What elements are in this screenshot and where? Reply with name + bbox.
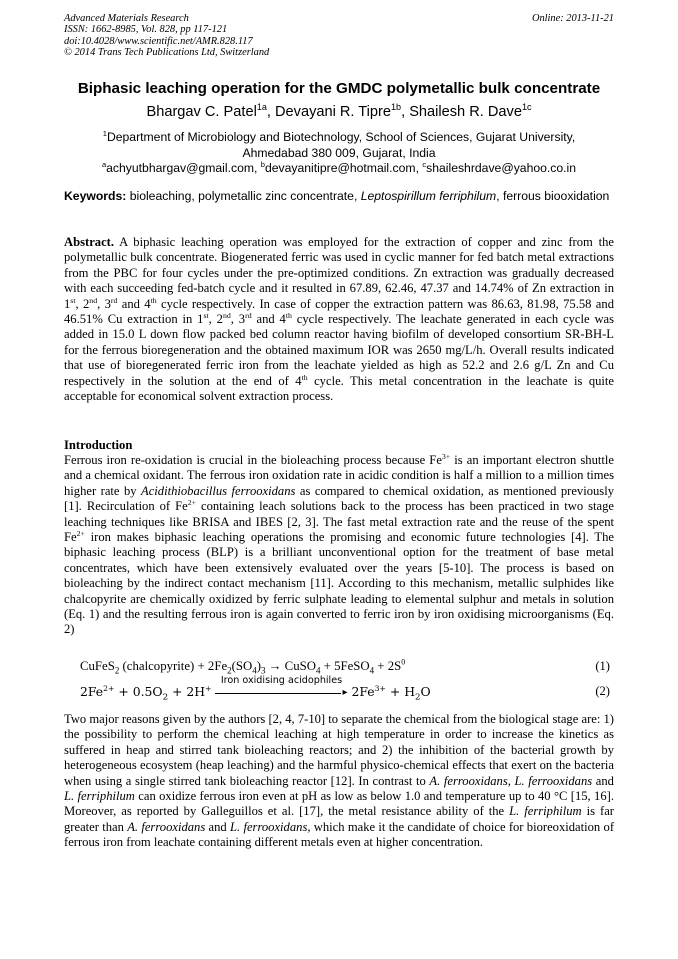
- eq-term: 2Fe: [80, 684, 104, 699]
- affiliation-line: [64, 130, 614, 146]
- body-text: can oxidize ferrous iron even at pH as low as below 1.0 and temperature up to 40 °C [15, 16]. Moreover, as reported by Galleguillos et al. [17], the metal resistance ability of the: [64, 789, 614, 819]
- abstract-text: , 2: [208, 312, 223, 327]
- eq-term: + H: [385, 684, 416, 699]
- eq-term: ): [256, 659, 261, 673]
- ordinal: nd: [89, 295, 98, 305]
- ordinal: st: [70, 295, 76, 305]
- eq-term: + 2H: [168, 684, 206, 699]
- eq-subscript: 3: [260, 665, 266, 676]
- eq-term: (SO: [231, 659, 253, 673]
- species-name: A. ferrooxidans: [127, 819, 206, 834]
- email-line: $^a$achyutbhargav@gmail.com, $^b$devayanitipre@hotmail.com, $^c$shaileshrdave@yahoo.co.in: [101, 159, 577, 175]
- paper-title: Biphasic leaching operation for the GMDC polymetallic bulk concentrate: [77, 80, 601, 97]
- eq-superscript: 2+: [103, 683, 115, 693]
- ordinal: rd: [245, 310, 252, 320]
- ion-charge: 3+: [441, 451, 451, 461]
- species-name: A. ferrooxidans, L. ferrooxidans: [429, 773, 593, 788]
- abstract-text: cycle respectively. In case of copper the extraction pattern was 86.63, 81.98, 75.58 and 46.51% Cu extraction in 1: [64, 296, 614, 327]
- abstract-text: cycle respectively. The leachate generated in each cycle was added in 15.0 L down flow packed bed column reactor having biofilm of developed consortium SR-BH-L for the ferrous bioregeneration and the obtained maximum IOR was 2650 mg/L/h. Overall results indicated that use of bioregenerated ferric iron from the leachate yielded as high as 52.2 and 2.6 g/L Zn and Cu respectively in the solution at the end of 4: [64, 312, 615, 388]
- abstract-text: A biphasic leaching operation was employed for the extraction of copper and zinc from the polymetallic bulk concentrate. Biogenerated ferric was used in cyclic manner for fed batch metal extractions from the PBC for four cycles under the pre-optimized conditions. Zn extraction was gradually decreased with each succeeding fed-batch cycle and it resulted in 67.89, 62.46, 47.37 and 14.74% of Zn extraction in 1: [64, 235, 614, 311]
- body-text: as compared to chemical oxidation, as mentioned previously [1]. Recirculation of Fe: [64, 483, 614, 514]
- email-address: shaileshrdave@yahoo.co.in: [426, 161, 577, 175]
- species-name: L. ferrooxidans,: [230, 819, 311, 834]
- ion-charge: 2+: [187, 498, 197, 508]
- eq-subscript: 2: [114, 665, 120, 676]
- body-text: is far greater than: [64, 804, 614, 834]
- email-address: achyutbhargav@gmail.com: [106, 161, 254, 175]
- email-mark: b: [260, 159, 265, 169]
- online-date: Online: 2013-11-21: [531, 13, 614, 24]
- eq-term: (chalcopyrite) + 2Fe: [119, 659, 228, 673]
- arrow-head-icon: ▸: [342, 686, 348, 698]
- equation-1: [80, 659, 614, 674]
- ordinal: th: [301, 372, 308, 382]
- email-mark: c: [422, 159, 427, 169]
- introduction-paragraph: [64, 453, 614, 638]
- species-name: L. ferriphilum: [64, 789, 135, 804]
- ordinal: th: [150, 295, 157, 305]
- copyright-line: © 2014 Trans Tech Publications Ltd, Switzerland: [64, 47, 270, 59]
- section-heading-introduction: Introduction: [64, 438, 133, 452]
- eq-term: + 5FeSO: [320, 659, 370, 673]
- email-address: devayanitipre@hotmail.com: [264, 161, 416, 175]
- ordinal: nd: [222, 310, 231, 320]
- species-name: L. ferriphilum: [509, 804, 582, 819]
- eq-subscript: 4: [369, 665, 375, 676]
- doi-line: doi:10.4028/www.scientific.net/AMR.828.117: [64, 35, 253, 47]
- body-text: is an important electron shuttle and a chemical oxidant. The ferrous iron oxidation rate in acidic condition is half a million to a million times higher rate by: [64, 453, 614, 498]
- email-mark: a: [101, 159, 107, 169]
- eq-subscript: 4: [315, 665, 321, 676]
- equation-number: (1): [595, 659, 610, 673]
- eq-subscript: 2: [162, 692, 169, 703]
- ordinal: st: [203, 310, 209, 320]
- issn-line: ISSN: 1662-8985, Vol. 828, pp 117-121: [64, 24, 228, 36]
- reaction-arrow: [215, 674, 348, 698]
- author-name: Bhargav C. Patel: [146, 104, 257, 120]
- eq-term: + 0.5O: [114, 684, 163, 699]
- eq-subscript: 4: [252, 665, 257, 676]
- reasons-paragraph: [64, 712, 614, 851]
- keywords-species: Leptospirillum ferriphilum: [360, 189, 497, 203]
- species-name: Acidithiobacillus ferrooxidans: [141, 483, 296, 498]
- eq-superscript: 3+: [374, 683, 386, 693]
- affiliation-dept: Department of Microbiology and Biotechnology, School of Sciences, Gujarat University,: [106, 130, 576, 144]
- eq-subscript: 2: [415, 692, 421, 703]
- journal-name: Advanced Materials Research: [64, 13, 189, 24]
- abstract-text: and 4: [251, 312, 286, 327]
- abstract-text: , 3: [97, 296, 111, 311]
- author-list: Bhargav C. Patel$^{1a}$, Devayani R. Tipre$^{1b}$, Shailesh R. Dave$^{1c}$: [146, 102, 532, 120]
- affiliation-mark: 1: [102, 128, 107, 138]
- eq-term: O: [420, 684, 431, 699]
- abstract-text: and 4: [117, 296, 151, 311]
- body-text: containing leach solutions back to the process has been practiced in two stage leaching techniques like BRISA and IBES [2, 3]. The fast metal extraction rate and the reuse of the spent Fe: [64, 499, 615, 545]
- ordinal: rd: [110, 295, 118, 305]
- eq-subscript: 2: [227, 665, 232, 676]
- body-text: iron makes biphasic leaching operations the promising and economic future technologies [4]. The biphasic leaching process (BLP) is a brilliant unconventional option for the treatment of base metal concentrates, which have been extensively evaluated over the years [5-10]. The process is based on bioleaching by the indirect contact mechanism [11]. According to this mechanism, metallic sulphides like chalcopyrite are chemically oxidized by ferric sulphate leading to elemental sulphur and metals in solution (Eq. 1) and the resulting ferrous iron is again converted to ferric iron by iron oxidising microorganisms (Eq. 2): [64, 530, 614, 637]
- eq-term: → CuSO: [265, 659, 316, 673]
- abstract: [64, 235, 614, 404]
- eq-term: 2Fe: [351, 684, 375, 699]
- arrow-label: Iron oxidising acidophiles: [220, 674, 343, 686]
- author-name: Devayani R. Tipre: [275, 104, 391, 120]
- affiliation: [64, 130, 614, 177]
- eq-superscript: 0: [401, 657, 406, 667]
- eq-term: CuFeS: [80, 659, 115, 673]
- eq-term: + 2S: [374, 659, 402, 673]
- keywords-label: Keywords:: [64, 189, 127, 203]
- affiliation-city: Ahmedabad 380 009, Gujarat, India: [242, 145, 436, 160]
- body-text: which make it the candidate of choice for bioreoxidation of ferrous iron from leachate containing different metals even at higher concentration.: [64, 819, 615, 850]
- eq-superscript: +: [205, 683, 212, 693]
- keywords: [64, 189, 614, 205]
- abstract-label: Abstract.: [64, 235, 115, 249]
- author-mark: 1a: [256, 102, 267, 113]
- abstract-text: , 2: [75, 296, 90, 311]
- journal-header: [64, 13, 614, 59]
- equation-number: (2): [595, 684, 610, 698]
- body-text: Two major reasons given by the authors [2, 4, 7-10] to separate the chemical from the biological stage are: 1) the possibility to perform the chemical leaching at high temperature in order to increase the kinetics as suffered in heap and stirred tank bioleaching reactors; and 2) the inhibition of the bacterial growth by heterogeneous ecosystem (heap leaching) and the harmful physico-chemical effects that exert on the bacteria when using a single stirred tank bioleaching reactor [12]. In contrast to: [64, 712, 614, 788]
- body-text: and: [592, 773, 614, 788]
- abstract-text: , 3: [230, 312, 246, 327]
- abstract-text: cycle. This metal concentration in the leachate is quite acceptable for economical solvent extraction process.: [64, 373, 614, 404]
- arrow-line: [215, 693, 341, 694]
- author-mark: 1b: [391, 102, 402, 113]
- keywords-text: bioleaching, polymetallic zinc concentrate,: [129, 189, 358, 203]
- ordinal: th: [285, 310, 292, 320]
- body-text: Ferrous iron re-oxidation is crucial in the bioleaching process because Fe: [64, 453, 442, 467]
- equation-2: [80, 674, 614, 703]
- author-name: Shailesh R. Dave: [409, 104, 522, 120]
- keywords-text-end: , ferrous biooxidation: [496, 189, 610, 203]
- author-mark: 1c: [521, 102, 532, 113]
- ion-charge: 2+: [76, 528, 85, 538]
- body-text: and: [205, 819, 231, 834]
